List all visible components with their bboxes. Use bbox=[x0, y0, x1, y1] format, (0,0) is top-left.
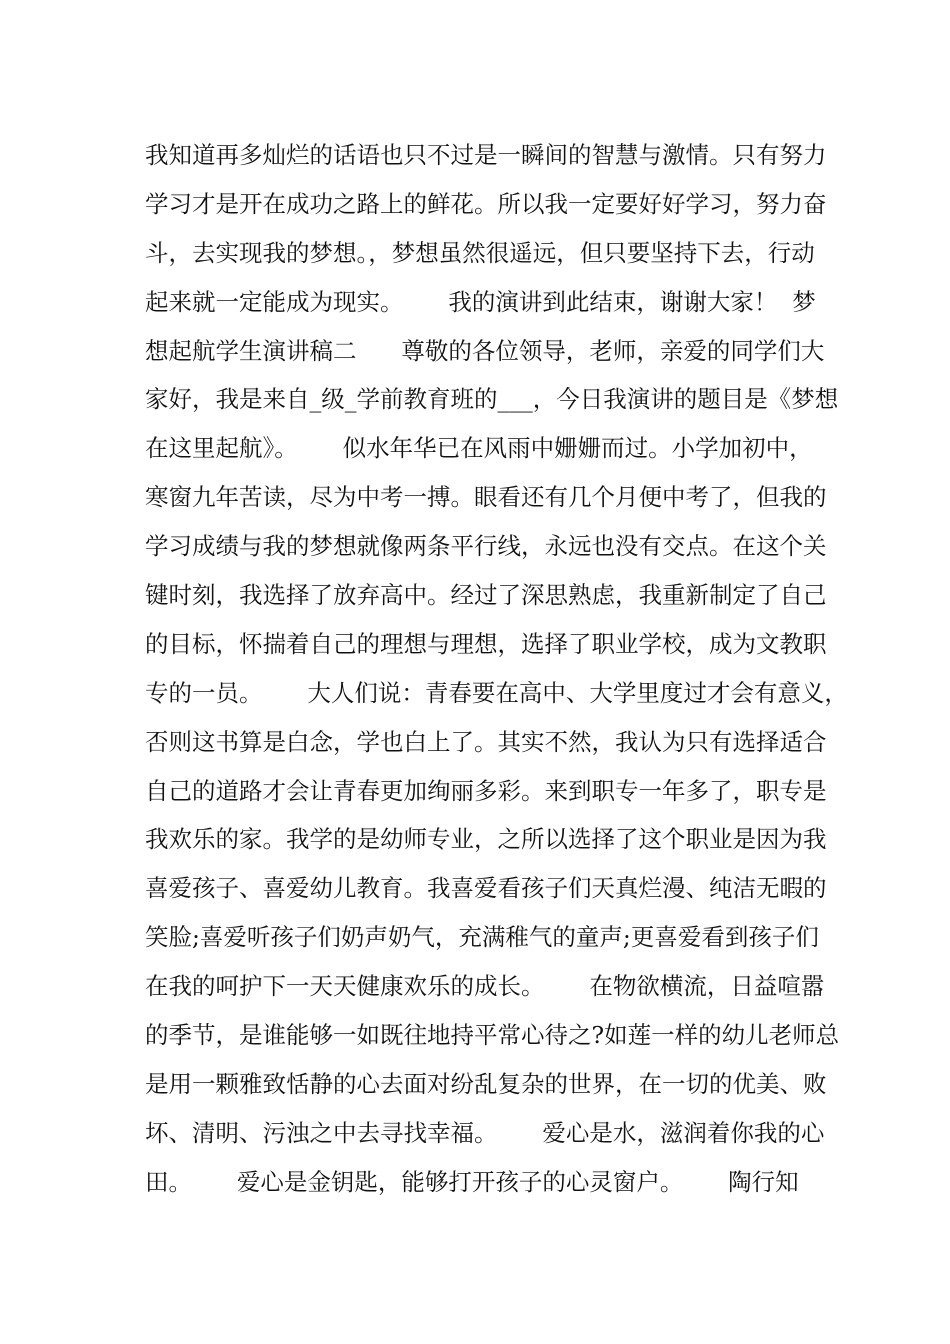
body-text bbox=[145, 131, 848, 1207]
text-line: 学习成绩与我的梦想就像两条平行线，永远也没有交点。在这个关 bbox=[145, 532, 827, 561]
text-line: 家好，我是来自_级_学前教育班的___，今日我演讲的题目是《梦想 bbox=[145, 385, 839, 414]
text-line: 我知道再多灿烂的话语也只不过是一瞬间的智慧与激情。只有努力 bbox=[145, 141, 827, 169]
text-line: 在这里起航》。 似水年华已在风雨中姗姗而过。小学加初中， bbox=[145, 434, 813, 463]
text-line: 否则这书算是白念，学也白上了。其实不然，我认为只有选择适合 bbox=[145, 727, 827, 756]
text-line: 学习才是开在成功之路上的鲜花。所以我一定要好好学习，努力奋 bbox=[145, 189, 827, 218]
text-line: 专的一员。 大人们说：青春要在高中、大学里度过才会有意义， bbox=[145, 678, 848, 707]
text-line: 自己的道路才会让青春更加绚丽多彩。来到职专一年多了，职专是 bbox=[145, 776, 827, 805]
text-line: 在我的呵护下一天天健康欢乐的成长。 在物欲横流，日益喧嚣 bbox=[145, 972, 825, 1001]
text-line: 是用一颗雅致恬静的心去面对纷乱复杂的世界，在一切的优美、败 bbox=[145, 1069, 827, 1098]
text-line: 想起航学生演讲稿二 尊敬的各位领导，老师，亲爱的同学们大 bbox=[145, 336, 825, 365]
text-line: 坏、清明、污浊之中去寻找幸福。 爱心是水，滋润着你我的心 bbox=[145, 1118, 825, 1147]
text-line: 我欢乐的家。我学的是幼师专业，之所以选择了这个职业是因为我 bbox=[145, 825, 827, 854]
text-line: 笑脸;喜爱听孩子们奶声奶气，充满稚气的童声;更喜爱看到孩子们 bbox=[145, 923, 819, 952]
text-line: 的季节，是谁能够一如既往地持平常心待之?如莲一样的幼儿老师总 bbox=[145, 1021, 840, 1050]
text-line: 寒窗九年苦读，尽为中考一搏。眼看还有几个月便中考了，但我的 bbox=[145, 483, 827, 512]
text-line: 斗，去实现我的梦想。，梦想虽然很遥远，但只要坚持下去，行动 bbox=[145, 238, 815, 267]
text-line: 起来就一定能成为现实。 我的演讲到此结束，谢谢大家！ 梦 bbox=[145, 287, 816, 316]
text-line: 键时刻，我选择了放弃高中。经过了深思熟虑，我重新制定了自己 bbox=[145, 581, 827, 610]
text-line: 田。 爱心是金钥匙，能够打开孩子的心灵窗户。 陶行知 bbox=[145, 1167, 799, 1196]
text-line: 喜爱孩子、喜爱幼儿教育。我喜爱看孩子们天真烂漫、纯洁无暇的 bbox=[145, 874, 827, 903]
text-line: 的目标，怀揣着自己的理想与理想，选择了职业学校，成为文教职 bbox=[145, 629, 827, 658]
